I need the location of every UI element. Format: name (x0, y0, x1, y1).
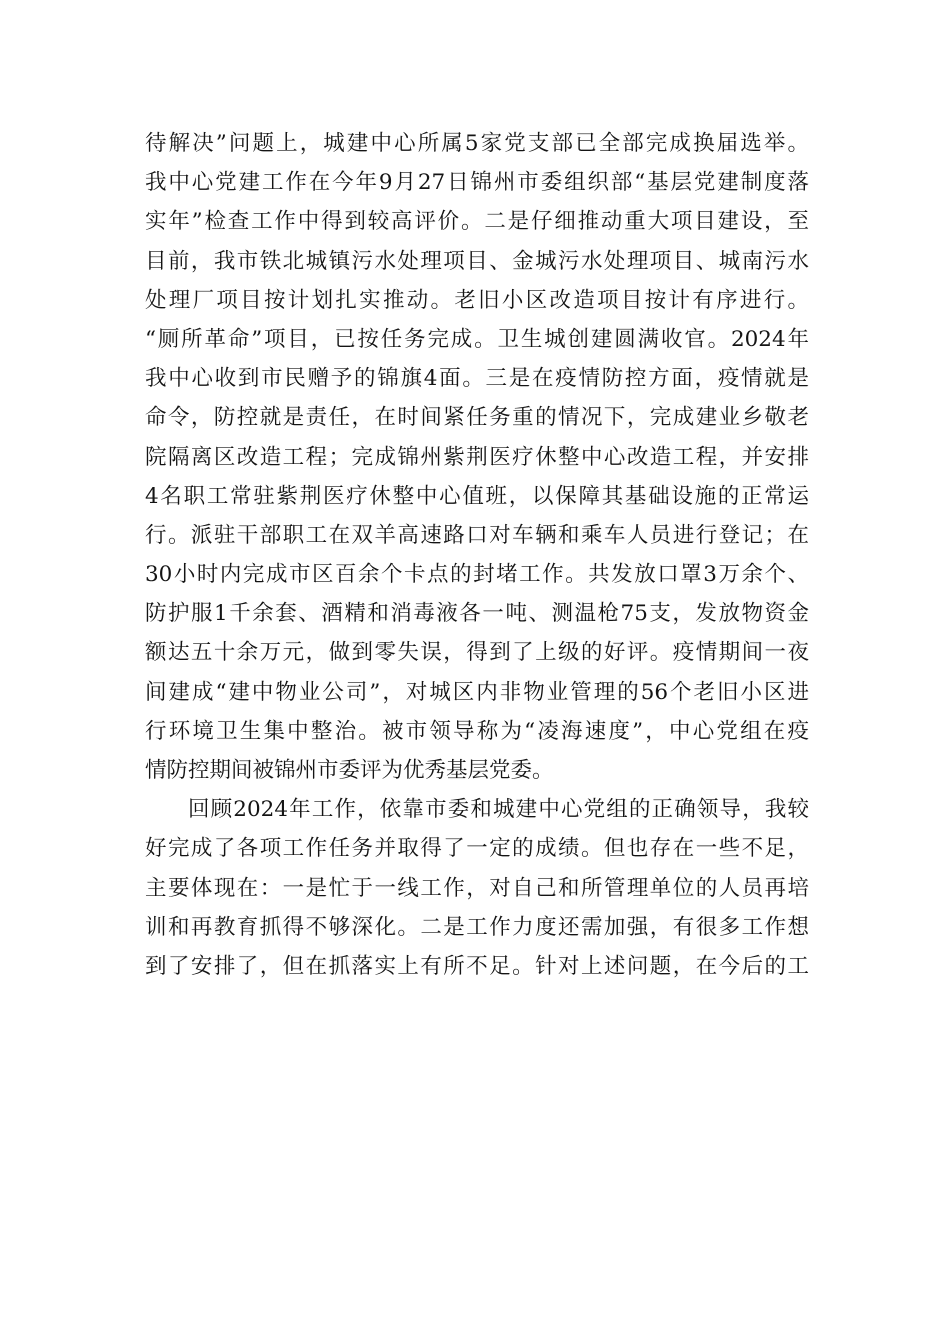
text-line: 额达五十余万元，做到零失误，得到了上级的好评。疫情期间一夜 (145, 640, 809, 666)
paragraph-first-line: 回顾2024年工作，依靠市委和城建中心党组的正确领导，我较 (188, 797, 809, 823)
text-line: 行环境卫生集中整治。被市领导称为“凌海速度”，中心党组在疫 (145, 718, 809, 744)
text-line: 到了安排了，但在抓落实上有所不足。针对上述问题，在今后的工 (145, 953, 809, 979)
text-line: 训和再教育抓得不够深化。二是工作力度还需加强，有很多工作想 (145, 914, 809, 940)
text-line: 院隔离区改造工程；完成锦州紫荆医疗休整中心改造工程，并安排 (145, 444, 809, 470)
text-line: 行。派驻干部职工在双羊高速路口对车辆和乘车人员进行登记；在 (145, 522, 809, 548)
text-line: 情防控期间被锦州市委评为优秀基层党委。 (145, 758, 554, 783)
text-line: 30小时内完成市区百余个卡点的封堵工作。共发放口罩3万余个、 (145, 562, 809, 588)
text-line: 命令，防控就是责任，在时间紧任务重的情况下，完成建业乡敬老 (145, 405, 809, 431)
text-line: 好完成了各项工作任务并取得了一定的成绩。但也存在一些不足， (145, 836, 809, 862)
text-line: 我中心党建工作在今年9月27日锦州市委组织部“基层党建制度落 (145, 170, 809, 196)
text-line: 4名职工常驻紫荆医疗休整中心值班，以保障其基础设施的正常运 (145, 483, 809, 509)
text-line: 间建成“建中物业公司”，对城区内非物业管理的56个老旧小区进 (145, 679, 809, 705)
text-line: 主要体现在：一是忙于一线工作，对自己和所管理单位的人员再培 (145, 875, 809, 901)
document-body (145, 124, 809, 986)
text-line: 防护服1千余套、酒精和消毒液各一吨、测温枪75支，发放物资金 (145, 601, 809, 627)
text-line: 目前，我市铁北城镇污水处理项目、金城污水处理项目、城南污水 (145, 248, 809, 274)
text-line: 我中心收到市民赠予的锦旗4面。三是在疫情防控方面，疫情就是 (145, 366, 809, 392)
text-line: “厕所革命”项目，已按任务完成。卫生城创建圆满收官。2024年 (145, 326, 809, 352)
text-line: 实年”检查工作中得到较高评价。二是仔细推动重大项目建设，至 (145, 209, 809, 235)
text-line: 待解决”问题上，城建中心所属5家党支部已全部完成换届选举。 (145, 131, 809, 156)
text-line: 处理厂项目按计划扎实推动。老旧小区改造项目按计有序进行。 (145, 287, 809, 313)
